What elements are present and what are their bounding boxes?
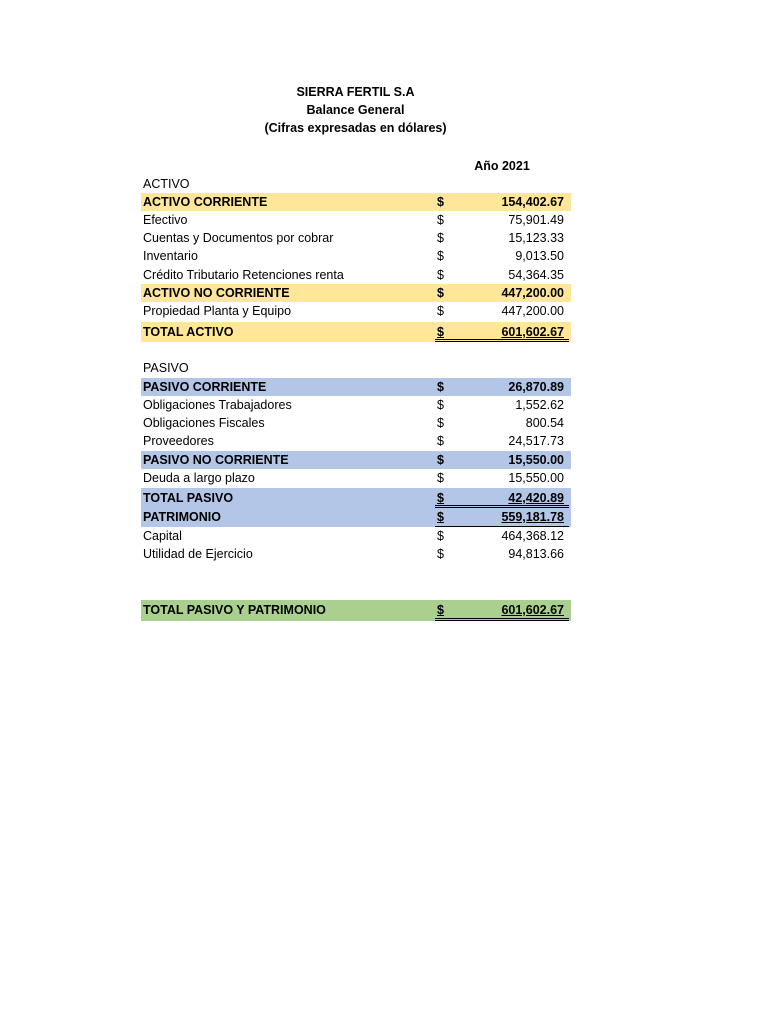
row-amount: 42,420.89 xyxy=(508,491,564,505)
inventario-row xyxy=(141,247,571,265)
currency-symbol: $ xyxy=(437,195,444,209)
row-label: Crédito Tributario Retenciones renta xyxy=(143,268,344,282)
row-amount: 15,550.00 xyxy=(508,453,564,467)
efectivo-row xyxy=(141,211,571,229)
obligaciones-fiscales-row xyxy=(141,414,571,432)
currency-symbol: $ xyxy=(437,510,444,524)
row-label: PASIVO CORRIENTE xyxy=(143,380,267,394)
double-underline xyxy=(435,339,569,340)
row-label: TOTAL ACTIVO xyxy=(143,325,234,339)
currency-symbol: $ xyxy=(437,213,444,227)
row-label: Inventario xyxy=(143,249,198,263)
activo-no-corriente-row xyxy=(141,284,571,302)
currency-symbol: $ xyxy=(437,547,444,561)
row-amount: 26,870.89 xyxy=(508,380,564,394)
currency-symbol: $ xyxy=(437,325,444,339)
row-amount: 559,181.78 xyxy=(501,510,564,524)
cuentas-por-cobrar-row xyxy=(141,229,571,247)
row-label: ACTIVO NO CORRIENTE xyxy=(143,286,290,300)
activo-corriente-row xyxy=(141,193,571,211)
row-amount: 447,200.00 xyxy=(501,304,564,318)
pasivo-no-corriente-row xyxy=(141,451,571,469)
report-subtitle: (Cifras expresadas en dólares) xyxy=(264,121,447,135)
report-title: Balance General xyxy=(306,103,405,117)
row-label: Obligaciones Fiscales xyxy=(143,416,265,430)
row-label: Proveedores xyxy=(143,434,214,448)
row-amount: 601,602.67 xyxy=(501,325,564,339)
currency-symbol: $ xyxy=(437,249,444,263)
year-column-header: Año 2021 xyxy=(474,159,530,173)
row-amount: 464,368.12 xyxy=(501,529,564,543)
patrimonio-row xyxy=(141,508,571,527)
currency-symbol: $ xyxy=(437,471,444,485)
currency-symbol: $ xyxy=(437,304,444,318)
row-amount: 800.54 xyxy=(525,416,564,430)
double-underline xyxy=(435,620,569,621)
double-underline xyxy=(435,341,569,342)
currency-symbol: $ xyxy=(437,491,444,505)
total-activo-row xyxy=(141,322,571,342)
currency-symbol: $ xyxy=(437,453,444,467)
row-label: PATRIMONIO xyxy=(143,510,222,524)
row-label: PASIVO NO CORRIENTE xyxy=(143,453,289,467)
row-label: Deuda a largo plazo xyxy=(143,471,255,485)
total-pasivo-patrimonio-row xyxy=(141,600,571,621)
capital-row xyxy=(141,527,571,545)
row-label: Utilidad de Ejercicio xyxy=(143,547,253,561)
currency-symbol: $ xyxy=(437,380,444,394)
row-label: Capital xyxy=(143,529,182,543)
row-label: Propiedad Planta y Equipo xyxy=(143,304,292,318)
row-amount: 1,552.62 xyxy=(515,398,564,412)
currency-symbol: $ xyxy=(437,231,444,245)
double-underline xyxy=(435,505,569,506)
activo-heading: ACTIVO xyxy=(143,177,190,191)
currency-symbol: $ xyxy=(437,603,444,617)
row-amount: 24,517.73 xyxy=(508,434,564,448)
currency-symbol: $ xyxy=(437,416,444,430)
row-amount: 601,602.67 xyxy=(501,603,564,617)
row-label: Efectivo xyxy=(143,213,188,227)
row-label: Cuentas y Documentos por cobrar xyxy=(143,231,334,245)
currency-symbol: $ xyxy=(437,434,444,448)
row-amount: 9,013.50 xyxy=(515,249,564,263)
pasivo-heading: PASIVO xyxy=(143,361,189,375)
row-amount: 447,200.00 xyxy=(501,286,564,300)
currency-symbol: $ xyxy=(437,529,444,543)
currency-symbol: $ xyxy=(437,268,444,282)
propiedad-planta-row xyxy=(141,302,571,320)
row-label: TOTAL PASIVO Y PATRIMONIO xyxy=(143,603,326,617)
row-amount: 15,550.00 xyxy=(508,471,564,485)
currency-symbol: $ xyxy=(437,286,444,300)
row-amount: 75,901.49 xyxy=(508,213,564,227)
row-amount: 54,364.35 xyxy=(508,268,564,282)
company-name: SIERRA FERTIL S.A xyxy=(296,85,415,99)
pasivo-corriente-row xyxy=(141,378,571,396)
row-label: ACTIVO CORRIENTE xyxy=(143,195,268,209)
row-amount: 94,813.66 xyxy=(508,547,564,561)
row-label: Obligaciones Trabajadores xyxy=(143,398,292,412)
row-amount: 15,123.33 xyxy=(508,231,564,245)
proveedores-row xyxy=(141,432,571,450)
row-amount: 154,402.67 xyxy=(501,195,564,209)
total-pasivo-row xyxy=(141,488,571,508)
deuda-largo-plazo-row xyxy=(141,469,571,487)
row-label: TOTAL PASIVO xyxy=(143,491,234,505)
obligaciones-trabajadores-row xyxy=(141,396,571,414)
currency-symbol: $ xyxy=(437,398,444,412)
credito-tributario-row xyxy=(141,266,571,284)
double-underline xyxy=(435,618,569,619)
utilidad-ejercicio-row xyxy=(141,545,571,563)
